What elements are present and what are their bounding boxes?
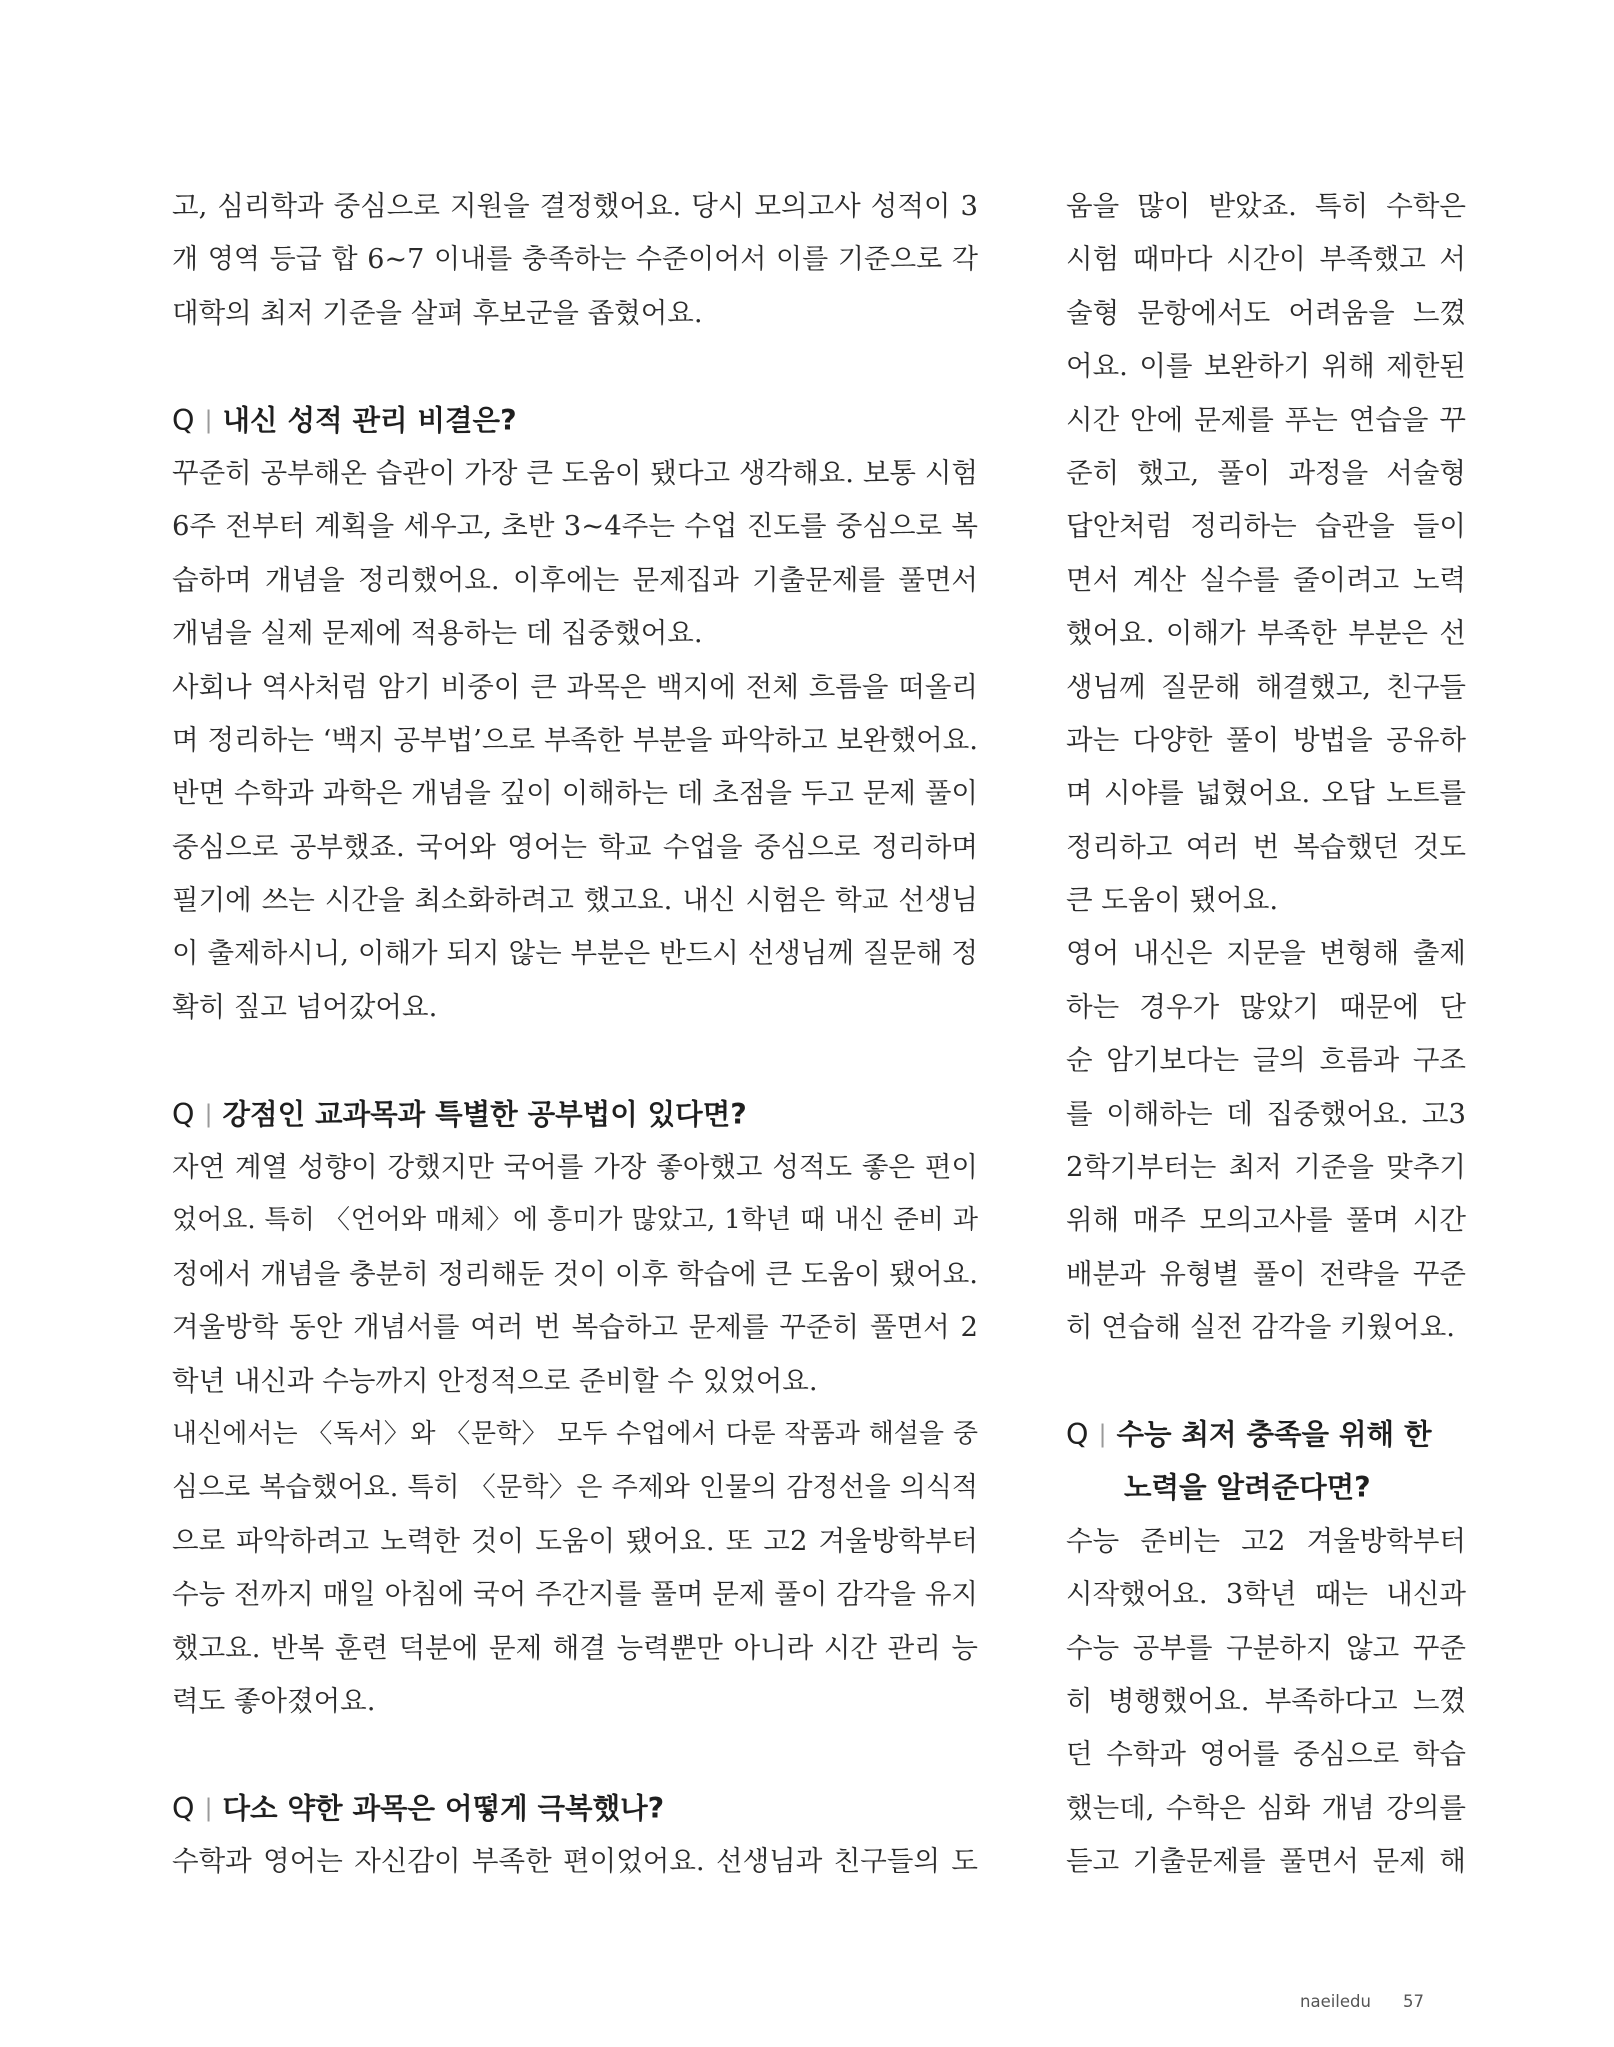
text-line: 영어 내신은 지문을 변형해 출제 bbox=[1066, 937, 1466, 970]
text-line: 듣고 기출문제를 풀면서 문제 해 bbox=[1066, 1845, 1466, 1878]
question-text: 수능 최저 충족을 위해 한 bbox=[1116, 1417, 1432, 1451]
text-line: 6주 전부터 계획을 세우고, 초반 3~4주는 수업 진도를 중심으로 복 bbox=[172, 510, 978, 543]
text-line: 정리하고 여러 번 복습했던 것도 bbox=[1066, 830, 1466, 863]
divider-bar: | bbox=[204, 1099, 213, 1128]
q-mark: Q bbox=[172, 1097, 195, 1131]
text-line: 수학과 영어는 자신감이 부족한 편이었어요. 선생님과 친구들의 도 bbox=[172, 1845, 978, 1878]
text-line: 히 병행했어요. 부족하다고 느꼈 bbox=[1066, 1684, 1466, 1717]
text-line: 내신에서는 〈독서〉와 〈문학〉 모두 수업에서 다룬 작품과 해설을 중 bbox=[172, 1418, 978, 1449]
answer-paragraph bbox=[1066, 1515, 1466, 1889]
text-line: 시험 때마다 시간이 부족했고 서 bbox=[1066, 243, 1466, 276]
question-text: 내신 성적 관리 비결은? bbox=[222, 403, 517, 437]
question-heading-3 bbox=[172, 1782, 978, 1835]
text-line: 사회나 역사처럼 암기 비중이 큰 과목은 백지에 전체 흐름을 떠올리 bbox=[172, 670, 978, 703]
text-line: 반면 수학과 과학은 개념을 깊이 이해하는 데 초점을 두고 문제 풀이 bbox=[172, 777, 978, 810]
text-line: 고, 심리학과 중심으로 지원을 결정했어요. 당시 모의고사 성적이 3 bbox=[172, 190, 978, 222]
text-line: 수능 준비는 고2 겨울방학부터 bbox=[1066, 1524, 1466, 1557]
text-line: 필기에 쓰는 시간을 최소화하려고 했고요. 내신 시험은 학교 선생님 bbox=[172, 884, 978, 917]
text-line: 수능 공부를 구분하지 않고 꾸준 bbox=[1066, 1631, 1466, 1664]
question-text: 강점인 교과목과 특별한 공부법이 있다면? bbox=[222, 1097, 747, 1131]
text-line: 개 영역 등급 합 6~7 이내를 충족하는 수준이어서 이를 기준으로 각 bbox=[172, 244, 978, 276]
right-column bbox=[1066, 180, 1466, 1889]
text-line: 2학기부터는 최저 기준을 맞추기 bbox=[1066, 1151, 1466, 1184]
text-line: 확히 짚고 넘어갔어요. bbox=[172, 990, 438, 1023]
brand-name: naeiledu bbox=[1300, 1992, 1371, 2011]
page-footer bbox=[1300, 1992, 1424, 2011]
text-line: 위해 매주 모의고사를 풀며 시간 bbox=[1066, 1204, 1466, 1237]
text-line: 술형 문항에서도 어려움을 느꼈 bbox=[1066, 296, 1466, 329]
q-mark: Q bbox=[1066, 1417, 1089, 1451]
text-line: 배분과 유형별 풀이 전략을 꾸준 bbox=[1066, 1257, 1466, 1290]
text-line: 어요. 이를 보완하기 위해 제한된 bbox=[1066, 350, 1466, 383]
text-line: 시간 안에 문제를 푸는 연습을 꾸 bbox=[1066, 403, 1466, 436]
text-line: 대학의 최저 기준을 살펴 후보군을 좁혔어요. bbox=[172, 296, 703, 329]
text-line: 하는 경우가 많았기 때문에 단 bbox=[1066, 990, 1466, 1023]
text-line: 며 정리하는 ‘백지 공부법’으로 부족한 부분을 파악하고 보완했어요. bbox=[172, 723, 978, 756]
text-line: 겨울방학 동안 개념서를 여러 번 복습하고 문제를 꾸준히 풀면서 2 bbox=[172, 1311, 978, 1344]
answer-paragraph bbox=[172, 661, 978, 1035]
text-line: 개념을 실제 문제에 적용하는 데 집중했어요. bbox=[172, 617, 703, 650]
divider-bar: | bbox=[1098, 1419, 1107, 1448]
question-heading-4-continued: 노력을 알려준다면? bbox=[1124, 1471, 1371, 1505]
text-line: 이 출제하시니, 이해가 되지 않는 부분은 반드시 선생님께 질문해 정 bbox=[172, 937, 978, 970]
text-line: 했어요. 이해가 부족한 부분은 선 bbox=[1066, 617, 1466, 650]
divider-bar: | bbox=[204, 405, 213, 434]
text-line: 순 암기보다는 글의 흐름과 구조 bbox=[1066, 1044, 1466, 1077]
question-heading-4 bbox=[1066, 1408, 1466, 1461]
intro-paragraph bbox=[172, 180, 978, 340]
question-heading-2 bbox=[172, 1088, 978, 1141]
text-line: 를 이해하는 데 집중했어요. 고3 bbox=[1066, 1097, 1466, 1130]
answer-paragraph bbox=[172, 1408, 978, 1728]
q-mark: Q bbox=[172, 403, 195, 437]
text-line: 과는 다양한 풀이 방법을 공유하 bbox=[1066, 723, 1466, 756]
text-line: 했는데, 수학은 심화 개념 강의를 bbox=[1066, 1791, 1466, 1824]
answer-paragraph bbox=[1066, 180, 1466, 927]
text-line: 학년 내신과 수능까지 안정적으로 준비할 수 있었어요. bbox=[172, 1364, 818, 1397]
text-line: 으로 파악하려고 노력한 것이 도움이 됐어요. 또 고2 겨울방학부터 bbox=[172, 1524, 978, 1557]
text-line: 준히 했고, 풀이 과정을 서술형 bbox=[1066, 456, 1466, 489]
text-line: 시작했어요. 3학년 때는 내신과 bbox=[1066, 1578, 1466, 1611]
divider-bar: | bbox=[204, 1793, 213, 1822]
page-number: 57 bbox=[1402, 1992, 1424, 2011]
text-line: 움을 많이 받았죠. 특히 수학은 bbox=[1066, 190, 1466, 222]
question-text: 다소 약한 과목은 어떻게 극복했나? bbox=[222, 1791, 665, 1825]
text-line: 답안처럼 정리하는 습관을 들이 bbox=[1066, 510, 1466, 543]
answer-paragraph bbox=[172, 447, 978, 661]
answer-paragraph bbox=[1066, 927, 1466, 1354]
left-column bbox=[172, 180, 978, 1889]
text-line: 며 시야를 넓혔어요. 오답 노트를 bbox=[1066, 777, 1466, 810]
answer-paragraph bbox=[172, 1141, 978, 1408]
text-line: 면서 계산 실수를 줄이려고 노력 bbox=[1066, 563, 1466, 596]
text-line: 수능 전까지 매일 아침에 국어 주간지를 풀며 문제 풀이 감각을 유지 bbox=[172, 1578, 978, 1611]
text-line: 생님께 질문해 해결했고, 친구들 bbox=[1066, 670, 1466, 703]
text-line: 꾸준히 공부해온 습관이 가장 큰 도움이 됐다고 생각해요. 보통 시험 bbox=[172, 456, 978, 489]
text-line: 히 연습해 실전 감각을 키웠어요. bbox=[1066, 1311, 1456, 1344]
text-line: 자연 계열 성향이 강했지만 국어를 가장 좋아했고 성적도 좋은 편이 bbox=[172, 1151, 978, 1184]
text-line: 었어요. 특히 〈언어와 매체〉에 흥미가 많았고, 1학년 때 내신 준비 과 bbox=[172, 1205, 978, 1236]
question-heading-1 bbox=[172, 394, 978, 447]
text-line: 큰 도움이 됐어요. bbox=[1066, 884, 1279, 917]
text-line: 정에서 개념을 충분히 정리해둔 것이 이후 학습에 큰 도움이 됐어요. bbox=[172, 1257, 978, 1290]
text-line: 했고요. 반복 훈련 덕분에 문제 해결 능력뿐만 아니라 시간 관리 능 bbox=[172, 1631, 978, 1664]
q-mark: Q bbox=[172, 1791, 195, 1825]
text-line: 중심으로 공부했죠. 국어와 영어는 학교 수업을 중심으로 정리하며 bbox=[172, 830, 978, 863]
text-line: 심으로 복습했어요. 특히 〈문학〉은 주제와 인물의 감정선을 의식적 bbox=[172, 1472, 978, 1504]
text-line: 력도 좋아졌어요. bbox=[172, 1684, 376, 1717]
text-line: 던 수학과 영어를 중심으로 학습 bbox=[1066, 1738, 1466, 1771]
text-line: 습하며 개념을 정리했어요. 이후에는 문제집과 기출문제를 풀면서 bbox=[172, 563, 978, 596]
answer-paragraph bbox=[172, 1835, 978, 1888]
